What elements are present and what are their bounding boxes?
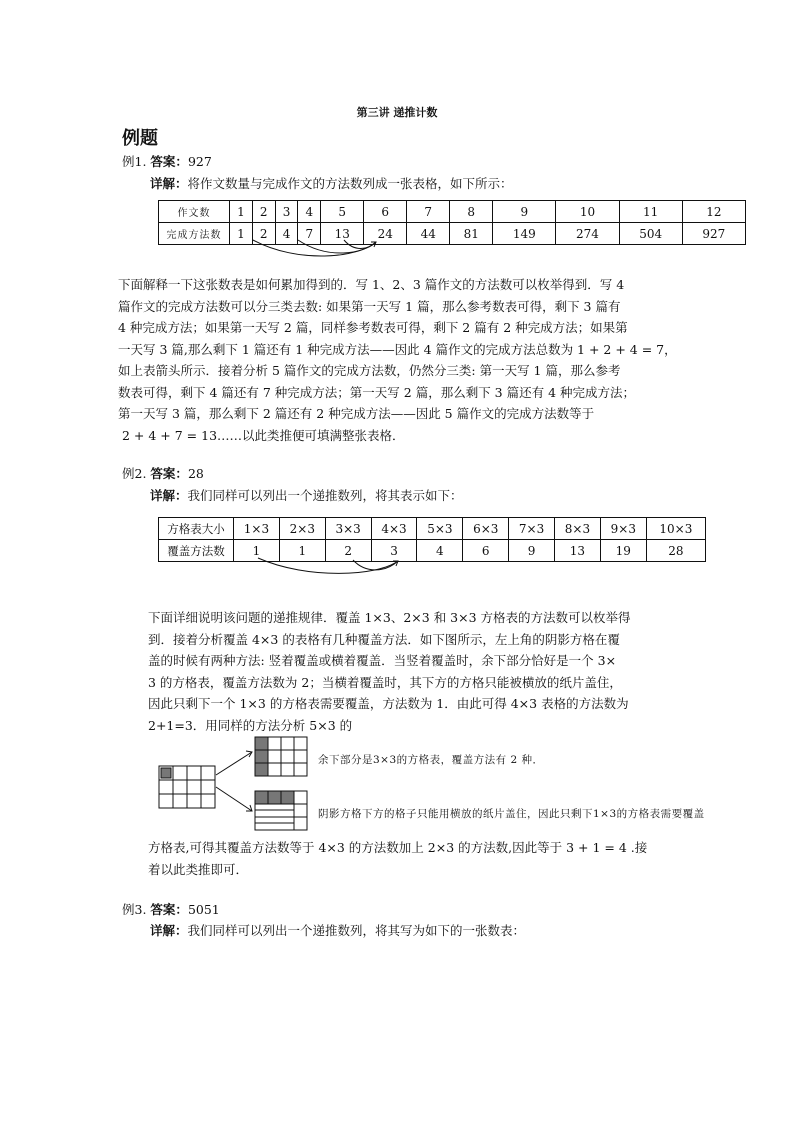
table-cell: 504	[619, 223, 682, 245]
table-cell: 3	[275, 201, 298, 223]
table-cell: 19	[600, 540, 646, 562]
ex1-table-row-count	[159, 201, 746, 223]
section-heading: 例题	[122, 128, 158, 149]
table-cell: 8	[450, 201, 493, 223]
ex1-detail	[150, 174, 513, 192]
ex1-label: 例1.	[122, 154, 147, 169]
ex2-answer-label: 答案：	[150, 466, 188, 481]
tiling-diagram	[158, 735, 318, 835]
table-cell: 5	[321, 201, 364, 223]
paragraph-line: 到．接着分析覆盖 4×3 的表格有几种覆盖方法．如下图所示，左上角的阴影方格在覆	[148, 631, 620, 647]
table-cell: 1	[230, 201, 253, 223]
diagram-caption-horizontal: 阴影方格下方的格子只能用横放的纸片盖住，因此只剩下1×3的方格表需要覆盖	[318, 808, 705, 820]
ex2-label: 例2.	[122, 466, 147, 481]
table-cell: 13	[321, 223, 364, 245]
paragraph-line: 3 的方格表，覆盖方法数为 2；当横着覆盖时，其下方的方格只能被横放的纸片盖住，	[148, 674, 622, 690]
table-cell: 149	[493, 223, 556, 245]
ex1-arrows	[158, 236, 398, 264]
table-cell: 81	[450, 223, 493, 245]
ex3-detail-text: 我们同样可以列出一个递推数列，将其写为如下的一张数表：	[187, 923, 526, 938]
table-cell: 13	[555, 540, 601, 562]
page-title: 第三讲 递推计数	[356, 106, 438, 119]
table-cell: 4×3	[371, 518, 417, 540]
ex3-answer-label: 答案：	[150, 902, 188, 917]
grid-vertical	[255, 737, 307, 776]
grid-horizontal	[255, 791, 307, 830]
table-cell: 10×3	[646, 518, 705, 540]
table-cell: 1	[279, 540, 325, 562]
table-cell: 927	[682, 223, 745, 245]
ex1-row2-label: 完成方法数	[159, 223, 230, 245]
table-cell: 7	[407, 201, 450, 223]
table-cell: 4	[275, 223, 298, 245]
ex2-heading	[122, 464, 204, 482]
table-cell: 8×3	[555, 518, 601, 540]
paragraph-line: 数表可得，剩下 4 篇还有 7 种完成方法；第一天写 2 篇，那么剩下 3 篇还有 4 种完成方法；	[118, 384, 635, 400]
ex1-explanation	[118, 274, 677, 446]
paragraph-line: 篇作文的完成方法数可以分三类去数: 如果第一天写 1 篇，那么参考数表可得，剩下 3 篇有	[118, 298, 621, 314]
ex3-heading	[122, 900, 220, 918]
ex2-detail-label: 详解：	[150, 488, 188, 503]
table-cell: 4	[298, 201, 321, 223]
table-cell: 1	[234, 540, 280, 562]
table-cell: 2	[252, 223, 275, 245]
ex1-answer-label: 答案：	[150, 154, 188, 169]
ex2-detail-text: 我们同样可以列出一个递推数列，将其表示如下：	[187, 488, 463, 503]
table-cell: 2	[325, 540, 371, 562]
table-cell: 6	[463, 540, 509, 562]
ex2-row1-label: 方格表大小	[159, 518, 234, 540]
ex3-detail-label: 详解：	[150, 923, 188, 938]
table-cell: 274	[556, 223, 619, 245]
table-cell: 10	[556, 201, 619, 223]
ex3-answer: 5051	[187, 902, 220, 917]
table-cell: 3	[371, 540, 417, 562]
table-cell: 44	[407, 223, 450, 245]
table-cell: 12	[682, 201, 745, 223]
paragraph-line: 盖的时候有两种方法: 竖着覆盖或横着覆盖．当竖着覆盖时，余下部分恰好是一个 3×	[148, 653, 617, 668]
table-cell: 2	[252, 201, 275, 223]
table-cell: 11	[619, 201, 682, 223]
paragraph-line: 方格表,可得其覆盖方法数等于 4×3 的方法数加上 2×3 的方法数,因此等于 3 + 1 = 4 .接	[148, 840, 648, 855]
ex2-detail	[150, 486, 463, 504]
table-cell: 9×3	[600, 518, 646, 540]
ex1-row1-label: 作文数	[159, 201, 230, 223]
ex2-explanation-cont	[148, 837, 647, 880]
ex2-table-row-size	[159, 518, 706, 540]
grid-4x3	[159, 766, 215, 808]
paragraph-line: 下面解释一下这张数表是如何累加得到的．写 1、2、3 篇作文的方法数可以枚举得到．写 4	[118, 277, 625, 292]
paragraph-line: 2+1=3．用同样的方法分析 5×3 的	[148, 717, 353, 733]
ex2-row2-label: 覆盖方法数	[159, 540, 234, 562]
paragraph-line: 因此只剩下一个 1×3 的方格表需要覆盖，方法数为 1．由此可得 4×3 表格的方法数为	[148, 696, 629, 711]
table-cell: 6×3	[463, 518, 509, 540]
ex2-arrows	[158, 556, 418, 580]
paragraph-line: 2 + 4 + 7 = 13……以此类推便可填满整张表格．	[122, 427, 405, 443]
diagram-caption-vertical: 余下部分是3×3的方格表，覆盖方法有 2 种．	[318, 754, 544, 766]
ex1-answer: 927	[187, 154, 212, 169]
table-cell: 3×3	[325, 518, 371, 540]
table-cell: 24	[364, 223, 407, 245]
ex1-detail-text: 将作文数量与完成作文的方法数列成一张表格，如下所示：	[187, 176, 513, 191]
table-cell: 28	[646, 540, 705, 562]
table-cell: 4	[417, 540, 463, 562]
ex1-detail-label: 详解：	[150, 176, 188, 191]
ex1-heading	[122, 152, 212, 170]
table-cell: 9	[509, 540, 555, 562]
paragraph-line: 第一天写 3 篇，那么剩下 2 篇还有 2 种完成方法——因此 5 篇作文的完成方法数等于	[118, 406, 595, 421]
ex3-label: 例3.	[122, 902, 147, 917]
ex3-detail	[150, 921, 525, 939]
table-cell: 1×3	[234, 518, 280, 540]
table-cell: 6	[364, 201, 407, 223]
table-cell: 5×3	[417, 518, 463, 540]
table-cell: 2×3	[279, 518, 325, 540]
paragraph-line: 4 种完成方法；如果第一天写 2 篇，同样参考数表可得，剩下 2 篇有 2 种完成方法；如果第	[118, 320, 628, 335]
paragraph-line: 着以此类推即可．	[148, 861, 249, 877]
ex2-answer: 28	[187, 466, 204, 481]
paragraph-line: 一天写 3 篇,那么剩下 1 篇还有 1 种完成方法——因此 4 篇作文的完成方法总数为 1 + 2 + 4 = 7，	[118, 341, 677, 357]
ex2-explanation	[148, 607, 631, 736]
table-cell: 9	[493, 201, 556, 223]
paragraph-line: 如上表箭头所示．接着分析 5 篇作文的完成方法数，仍然分三类: 第一天写 1 篇，那么参考	[118, 363, 621, 378]
paragraph-line: 下面详细说明该问题的递推规律．覆盖 1×3、2×3 和 3×3 方格表的方法数可以枚举得	[148, 610, 631, 625]
table-cell: 7	[298, 223, 321, 245]
table-cell: 7×3	[509, 518, 555, 540]
table-cell: 1	[230, 223, 253, 245]
